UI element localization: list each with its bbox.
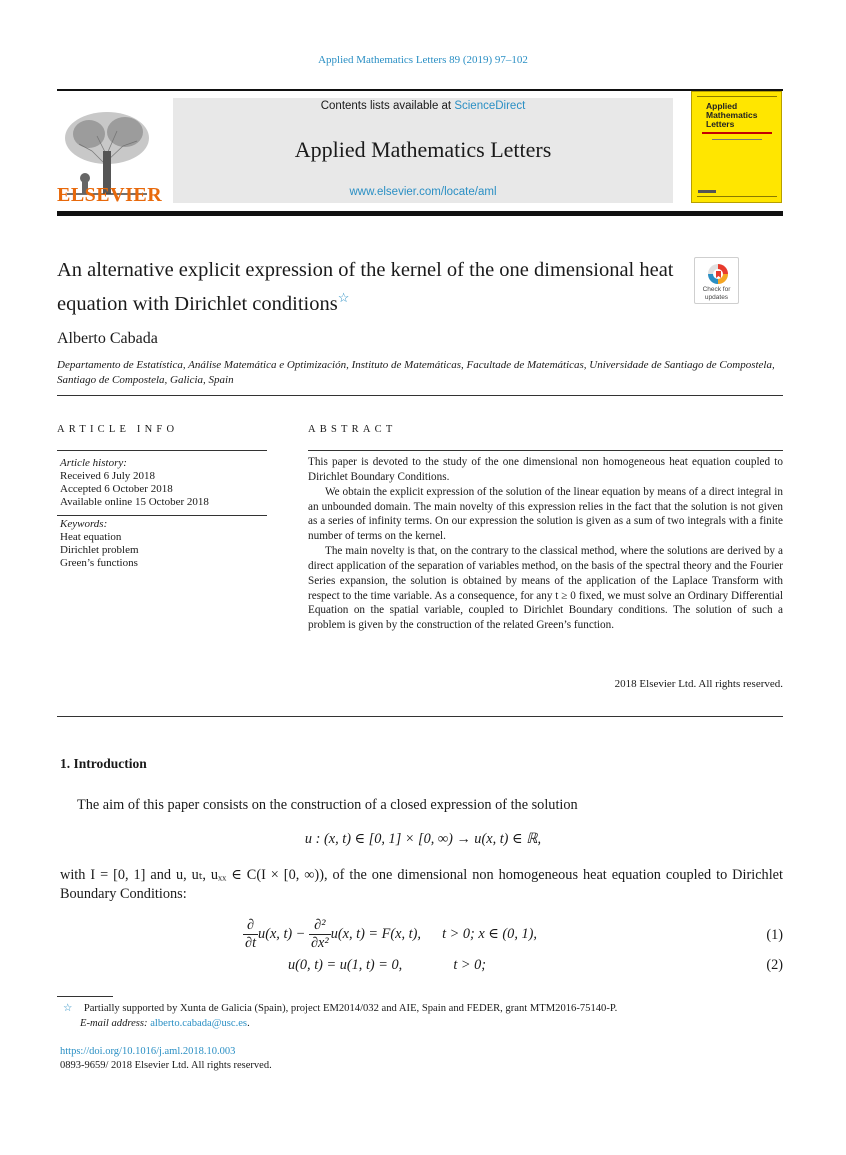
eq2-left: u(0, t) = u(1, t) = 0, <box>288 957 403 973</box>
journal-citation[interactable]: Applied Mathematics Letters 89 (2019) 97–102 <box>318 54 528 66</box>
issn-line: 0893-9659/ 2018 Elsevier Ltd. All rights reserved. <box>60 1060 272 1071</box>
history-received: Received 6 July 2018 <box>60 470 156 482</box>
author-email-link[interactable]: alberto.cabada@usc.es <box>150 1018 248 1029</box>
frac-den: ∂t <box>245 935 257 951</box>
abstract-copyright: 2018 Elsevier Ltd. All rights reserved. <box>614 678 783 690</box>
eq2-condition: t > 0; <box>453 957 487 973</box>
title-footnote-mark[interactable]: ☆ <box>337 290 350 305</box>
footnote-rule <box>57 996 113 997</box>
article-info-heading: ARTICLE INFO <box>57 424 179 435</box>
equation-number: (2) <box>766 957 783 973</box>
cover-stripe <box>702 132 772 134</box>
keywords <box>60 518 270 570</box>
eq1-space-derivative <box>309 917 331 952</box>
history-accepted: Accepted 6 October 2018 <box>60 483 173 495</box>
keyword-item: Heat equation <box>60 531 122 543</box>
equation-number: (1) <box>766 927 783 943</box>
footnote-text: Partially supported by Xunta de Galicia (Spain), project EM2014/032 and AIE, Spain and FEDER, grant MTM2016-75140-P. <box>83 1003 618 1014</box>
paper-title <box>57 257 677 318</box>
abstract-heading: ABSTRACT <box>308 424 397 435</box>
eq1-time-derivative <box>243 917 258 952</box>
publisher-name: ELSEVIER <box>57 184 163 206</box>
keywords-label: Keywords: <box>60 518 108 530</box>
eq1-mid: u(x, t) − <box>258 925 306 942</box>
intro-paragraph-2: with I = [0, 1] and u, uₜ, uₓₓ ∈ C(I × [0, ∞)), of the one dimensional non homogeneous heat equation coupled to Dirichlet Boundary Conditions: <box>60 867 783 903</box>
cover-mark <box>698 190 716 193</box>
frac-num: ∂² <box>309 917 331 935</box>
doi-link[interactable]: https://doi.org/10.1016/j.aml.2018.10.003 <box>60 1046 236 1057</box>
check-for-updates-button[interactable] <box>694 257 739 304</box>
frac-den: ∂x² <box>310 935 329 951</box>
keyword-item: Dirichlet problem <box>60 544 139 556</box>
equation-1 <box>243 917 783 957</box>
journal-url-link[interactable]: www.elsevier.com/locate/aml <box>349 186 497 198</box>
abstract-paragraph: This paper is devoted to the study of the one dimensional non homogeneous heat equation coupled to Dirichlet Boundary Conditions. <box>308 456 783 483</box>
keywords-rule <box>57 515 267 516</box>
journal-title: Applied Mathematics Letters <box>294 137 552 162</box>
contents-line <box>173 100 673 112</box>
history-online: Available online 15 October 2018 <box>60 496 209 508</box>
abstract-body <box>308 455 783 633</box>
author-name: Alberto Cabada <box>57 330 158 347</box>
abstract-end-rule <box>57 716 783 717</box>
display-math: u : (x, t) ∈ [0, 1] × [0, ∞) → u(x, t) ∈ ℝ, <box>304 831 542 847</box>
eq1-right: u(x, t) = F(x, t), <box>330 925 421 942</box>
header-thick-rule <box>57 211 783 216</box>
equation-2 <box>243 957 783 974</box>
cover-rule <box>697 96 777 97</box>
contents-prefix: Contents lists available at <box>320 100 455 112</box>
check-updates-label: Check for updates <box>702 286 731 301</box>
cover-stripe-2 <box>712 139 762 140</box>
article-history <box>60 457 270 509</box>
footnote-star-icon: ☆ <box>63 1003 73 1014</box>
email-label: E-mail address: <box>80 1018 148 1029</box>
author-affiliation: Departamento de Estatística, Análise Matemática e Optimización, Instituto de Matemáticas, Facultade de Matemáticas, Universidade de Santiago de Compostela, Santiago de Compostela, Galicia, Spain <box>57 359 775 386</box>
abstract-paragraph: The main novelty is that, on the contrary to the classical method, where the solutions are derived by a direct application of the separation of variables method, on the basis of the spectral theory and the Fourier Series expansion, the solution is obtained by means of the application of the Laplace Transform with respect to the time variable. As a consequence, for any t ≥ 0 fixed, we must solve an Ordinary Differential Equation on the spatial variable, coupled to Dirichlet Boundary conditions. The solution of such a problem is given by the construction of the related Green’s function. <box>308 545 783 632</box>
eq1-condition: t > 0; x ∈ (0, 1), <box>442 925 537 942</box>
header-rule <box>57 89 783 91</box>
paper-title-text: An alternative explicit expression of the kernel of the one dimensional heat equation with Dirichlet conditions <box>57 259 674 315</box>
journal-cover[interactable] <box>691 91 782 203</box>
sciencedirect-link[interactable]: ScienceDirect <box>454 100 526 112</box>
section-title: 1. Introduction <box>60 756 147 771</box>
footnote <box>63 1001 783 1031</box>
cover-title: Applied Mathematics Letters <box>706 101 758 129</box>
history-label: Article history: <box>60 457 127 469</box>
keyword-item: Green’s functions <box>60 557 138 569</box>
abstract-rule <box>308 450 783 451</box>
affiliation-rule <box>57 395 783 396</box>
article-info-rule <box>57 450 267 451</box>
abstract-paragraph: We obtain the explicit expression of the solution of the linear equation by means of a direct integral in an unbounded domain. The main novelty of this expression relies in the fact that the solution is not given as a series of infinity terms. On our expression the solution is given as a sum of two integrals with a finite number of terms on the kernel. <box>308 485 783 543</box>
frac-num: ∂ <box>243 917 258 935</box>
email-end: . <box>247 1018 250 1029</box>
check-updates-icon <box>707 263 729 285</box>
cover-rule-bottom <box>697 196 777 197</box>
intro-paragraph: The aim of this paper consists on the construction of a closed expression of the solution <box>77 797 578 813</box>
